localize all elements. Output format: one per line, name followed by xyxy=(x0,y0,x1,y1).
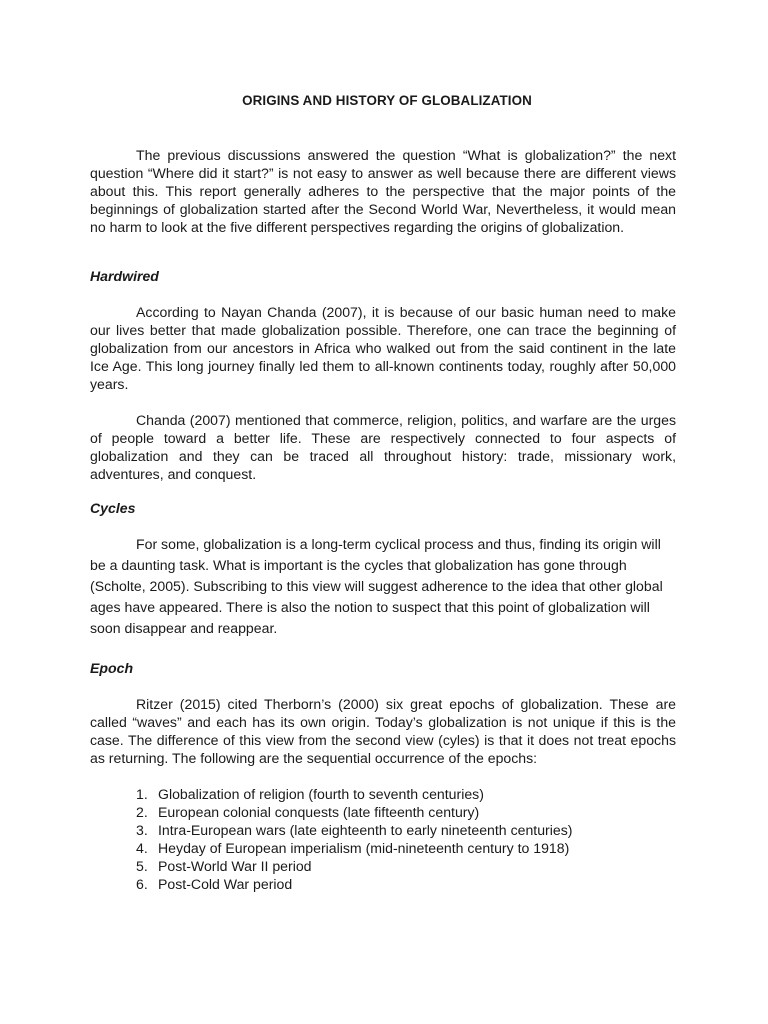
section-heading-epoch: Epoch xyxy=(90,660,134,676)
list-item-number: 5. xyxy=(136,858,148,874)
list-item xyxy=(136,857,676,875)
list-item-text: European colonial conquests (late fifteenth century) xyxy=(158,804,480,820)
list-item xyxy=(136,785,676,803)
list-item-number: 6. xyxy=(136,876,148,892)
epoch-paragraph-1: Ritzer (2015) cited Therborn’s (2000) six great epochs of globalization. These are called “waves” and each has its own origin. Today’s globalization is not unique if this is the case. The difference of this view from the second view (cyles) is that it does not treat epochs as returning. The following are the sequential occurrence of the epochs: xyxy=(90,696,676,766)
document-page xyxy=(90,92,676,893)
hardwired-paragraph-1: According to Nayan Chanda (2007), it is because of our basic human need to make our lives better that made globalization possible. Therefore, one can trace the beginning of globalization from our ancestors in Africa who walked out from the said continent in the late Ice Age. This long journey finally led them to all-known continents today, roughly after 50,000 years. xyxy=(90,304,676,392)
section-heading-hardwired: Hardwired xyxy=(90,268,159,284)
intro-paragraph: The previous discussions answered the question “What is globalization?” the next question “Where did it start?” is not easy to answer as well because there are different views about this. This report generally adheres to the perspective that the major points of the beginnings of globalization started after the Second World War, Nevertheless, it would mean no harm to look at the five different perspectives regarding the origins of globalization. xyxy=(90,147,676,235)
list-item-text: Post-World War II period xyxy=(158,858,312,874)
list-item-text: Globalization of religion (fourth to seventh centuries) xyxy=(158,786,484,802)
list-item xyxy=(136,821,676,839)
document-title: ORIGINS AND HISTORY OF GLOBALIZATION xyxy=(242,93,532,108)
list-item xyxy=(136,839,676,857)
section-heading-cycles: Cycles xyxy=(90,500,136,516)
list-item xyxy=(136,803,676,821)
hardwired-paragraph-2: Chanda (2007) mentioned that commerce, religion, politics, and warfare are the urges of people toward a better life. These are respectively connected to four aspects of globalization and they can be traced all throughout history: trade, missionary work, adventures, and conquest. xyxy=(90,412,676,482)
list-item-text: Intra-European wars (late eighteenth to early nineteenth centuries) xyxy=(158,822,573,838)
list-item-number: 2. xyxy=(136,804,148,820)
list-item-number: 3. xyxy=(136,822,148,838)
epochs-list xyxy=(90,785,676,893)
cycles-paragraph-1: For some, globalization is a long-term cyclical process and thus, finding its origin will be a daunting task. What is important is the cycles that globalization has gone through (Scholte, 2005). Subscribing to this view will suggest adherence to the idea that other global ages have appeared. There is also the notion to suspect that this point of globalization will soon disappear and reappear. xyxy=(90,536,663,636)
list-item-text: Post-Cold War period xyxy=(158,876,293,892)
list-item-number: 4. xyxy=(136,840,148,856)
list-item-text: Heyday of European imperialism (mid-nineteenth century to 1918) xyxy=(158,840,570,856)
list-item-number: 1. xyxy=(136,786,148,802)
list-item xyxy=(136,875,676,893)
